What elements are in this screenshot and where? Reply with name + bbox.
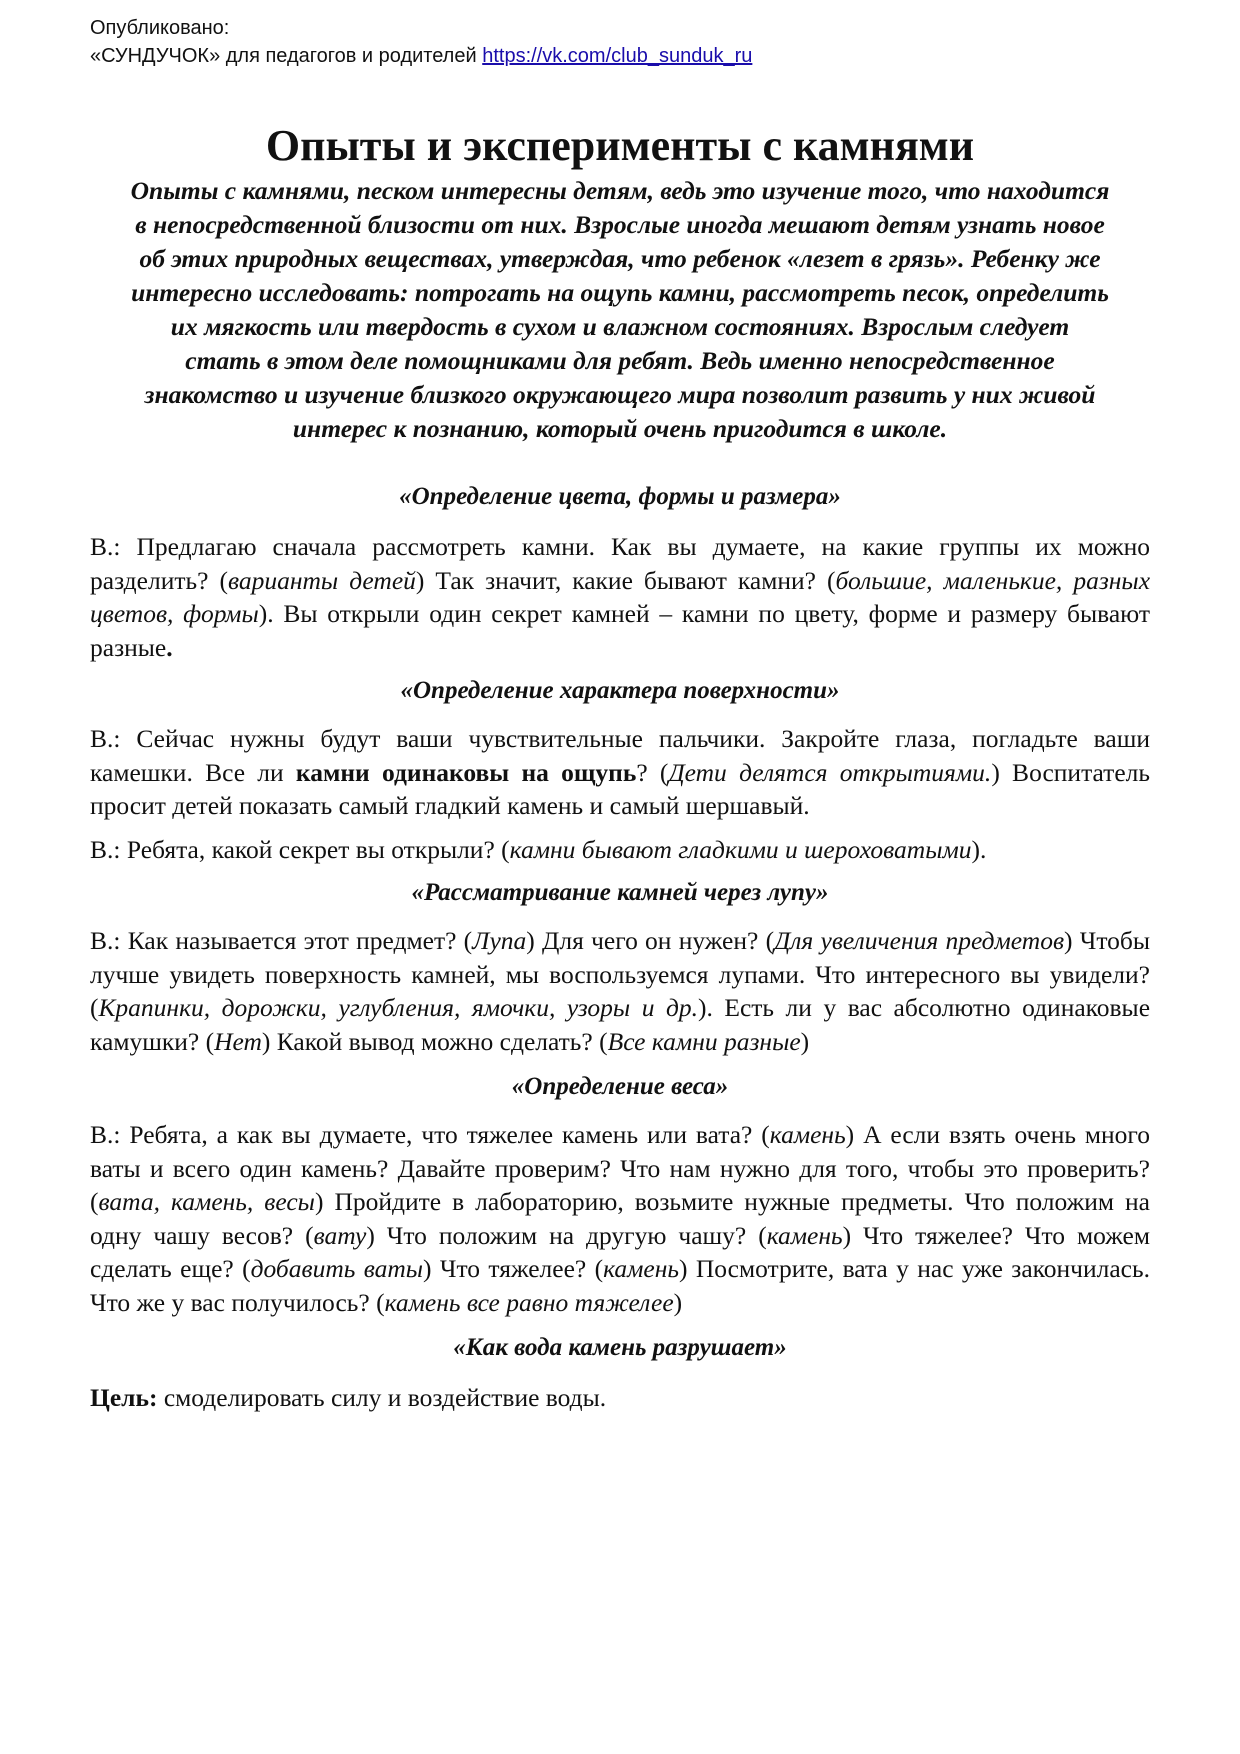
section-heading-surface: «Определение характера поверхности» (400, 677, 840, 704)
publication-header (90, 14, 1150, 70)
section-paragraph: В.: Предлагаю сначала рассмотреть камни. Как вы думаете, на какие группы их можно разделить? (варианты детей) Так значит, какие бывают камни? (большие, маленькие, разных цветов, формы). Вы открыли один секрет камней – камни по цвету, форме и размеру бывают разные. (90, 532, 1151, 662)
goal-text: смоделировать силу и воздействие воды. (157, 1383, 607, 1412)
published-label: Опубликовано: (90, 17, 230, 39)
section-paragraph: В.: Ребята, а как вы думаете, что тяжелее камень или вата? (камень) А если взять очень много ваты и всего один камень? Давайте проверим? Что нам нужно для того, чтобы это проверить? (вата, камень, весы) Пройдите в лабораторию, возьмите нужные предметы. Что положим на одну чашу весов? (вату) Что положим на другую чашу? (камень) Что тяжелее? Что можем сделать еще? (добавить ваты) Что тяжелее? (камень) Посмотрите, вата у нас уже закончилась. Что же у вас получилось? (камень все равно тяжелее) (90, 1120, 1150, 1317)
goal-paragraph (90, 1381, 1150, 1415)
intro-paragraph: Опыты с камнями, песком интересны детям, ведь это изучение того, что находится в непосредственной близости от них. Взрослые иногда мешают детям узнать новое об этих природных веществах, утверждая, что ребенок «лезет в грязь». Ребенку же интересно исследовать: потрогать на ощупь камни, рассмотреть песок, определить их мягкость или твердость в сухом и влажном состояниях. Взрослым следует стать в этом деле помощниками для ребят. Ведь именно непосредственное знакомство и изучение близкого окружающего мира позволит развить у них живой интерес к познанию, который очень пригодится в школе. (130, 176, 1110, 443)
vk-club-link[interactable]: https://vk.com/club_sunduk_ru (482, 45, 753, 67)
section-heading-weight: «Определение веса» (511, 1073, 729, 1100)
section-heading-water: «Как вода камень разрушает» (453, 1334, 787, 1361)
document-content (90, 118, 1150, 1415)
publisher-line (90, 42, 1150, 70)
section-heading-color-shape-size: «Определение цвета, формы и размера» (399, 483, 841, 510)
section-paragraph: В.: Как называется этот предмет? (Лупа) Для чего он нужен? (Для увеличения предметов) Чтобы лучше увидеть поверхность камней, мы воспользуемся лупами. Что интересного вы увидели? (Крапинки, дорожки, углубления, ямочки, узоры и др.). Есть ли у вас абсолютно одинаковые камушки? (Нет) Какой вывод можно сделать? (Все камни разные) (90, 926, 1151, 1056)
publisher-text: «СУНДУЧОК» для педагогов и родителей (90, 45, 483, 67)
section-paragraph: В.: Ребята, какой секрет вы открыли? (камни бывают гладкими и шероховатыми). (90, 834, 987, 864)
section-heading-magnifier: «Рассматривание камней через лупу» (411, 879, 829, 906)
goal-label: Цель: (90, 1383, 158, 1412)
page-title: Опыты и эксперименты с камнями (265, 121, 975, 170)
section-paragraph: В.: Сейчас нужны будут ваши чувствительные пальчики. Закройте глаза, погладьте ваши камешки. Все ли камни одинаковы на ощупь? (Дети делятся открытиями.) Воспитатель просит детей показать самый гладкий камень и самый шершавый. (90, 724, 1150, 820)
